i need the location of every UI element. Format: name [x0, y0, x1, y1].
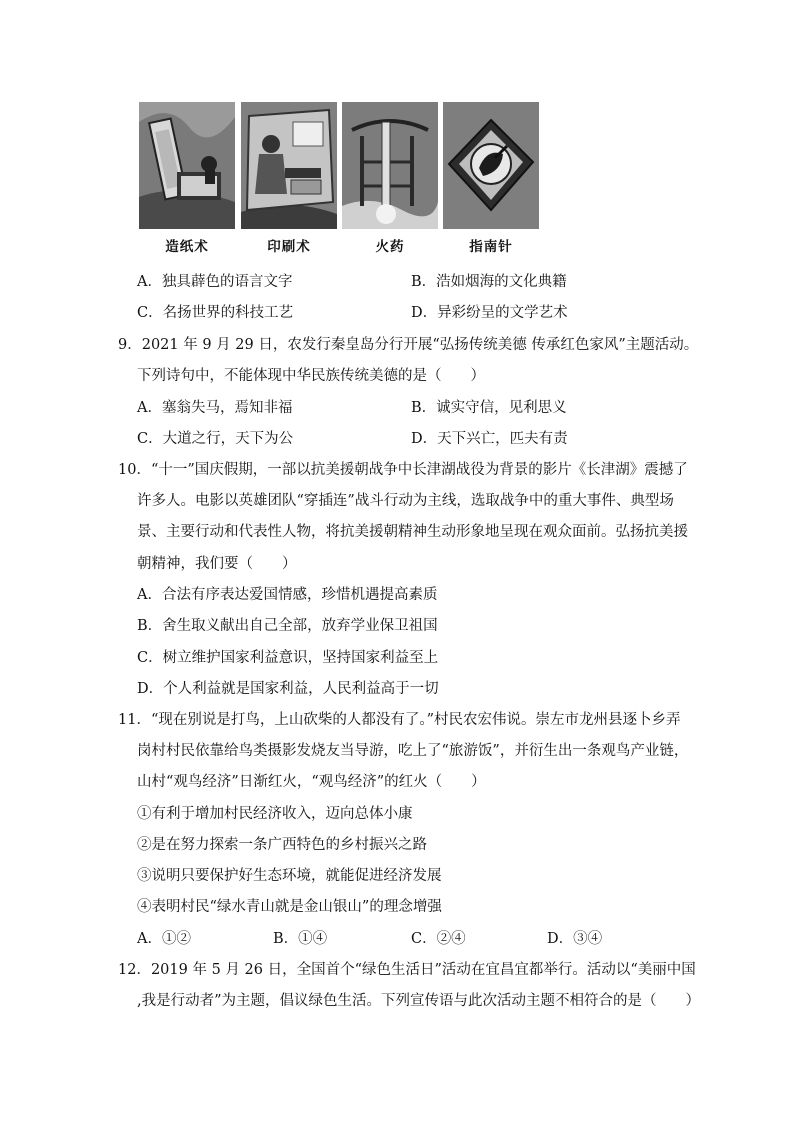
paper-scroll-icon [139, 102, 235, 229]
q10-option-c[interactable]: C．树立维护国家利益意识，坚持国家利益至上 [137, 650, 439, 666]
q9-option-b[interactable]: B．诚实守信，见利思义 [411, 400, 567, 416]
q11-option-d[interactable]: D．③④ [547, 931, 603, 947]
picture-compass [443, 102, 539, 255]
q8-option-d[interactable]: D．异彩纷呈的文学艺术 [411, 305, 568, 321]
q10-option-d[interactable]: D．个人利益就是国家利益，人民利益高于一切 [137, 681, 439, 697]
q12-stem-line-2: ,我是行动者”为主题，倡议绿色生活。下列宣传语与此次活动主题不相符合的是（ ） [137, 993, 701, 1009]
q10-stem-line-2: 许多人。电影以英雄团队“穿插连”战斗行动为主线，选取战争中的重大事件、典型场 [137, 493, 674, 509]
compass-icon [443, 102, 539, 229]
q11-stem-line-3: 山村“观鸟经济”日渐红火，“观鸟经济”的红火（ ） [137, 774, 486, 790]
q11-stem-line-2: 岗村村民依靠给鸟类摄影发烧友当导游，吃上了“旅游饭”，并衍生出一条观鸟产业链， [137, 743, 689, 759]
picture-papermaking [139, 102, 235, 255]
q11-statement-3: ③说明只要保护好生态环境，就能促进经济发展 [137, 868, 442, 884]
q11-statement-1: ①有利于增加村民经济收入，迈向总体小康 [137, 806, 413, 822]
q9-stem-line-2: 下列诗句中，不能体现中华民族传统美德的是（ ） [137, 368, 485, 384]
q9-stem-line-1: 9．2021 年 9 月 29 日，农发行秦皇岛分行开展“弘扬传统美德 传承红色家风”主题活动。 [118, 337, 699, 353]
q9-option-c[interactable]: C．大道之行，天下为公 [137, 431, 294, 447]
q11-statement-4: ④表明村民“绿水青山就是金山银山”的理念增强 [137, 899, 442, 915]
picture-caption: 造纸术 [165, 239, 209, 255]
printing-icon [241, 102, 337, 229]
picture-caption: 印刷术 [267, 239, 311, 255]
q8-option-c[interactable]: C．名扬世界的科技工艺 [137, 305, 294, 321]
q9-option-d[interactable]: D．天下兴亡，匹夫有责 [411, 431, 568, 447]
q10-stem-line-3: 景、主要行动和代表性人物，将抗美援朝精神生动形象地呈现在观众面前。弘扬抗美援 [137, 524, 688, 540]
q11-option-c[interactable]: C．②④ [411, 931, 466, 947]
q8-option-b[interactable]: B．浩如烟海的文化典籍 [411, 274, 567, 290]
q10-stem-line-1: 10．“十一”国庆假期，一部以抗美援朝战争中长津湖战役为背景的影片《长津湖》震撼了 [118, 462, 688, 478]
picture-gunpowder [342, 102, 438, 255]
q8-option-a[interactable]: A．独具薜色的语言文字 [137, 274, 293, 290]
q11-stem-line-1: 11．“现在别说是打鸟，上山砍柴的人都没有了。”村民农宏伟说。崇左市龙州县逐卜乡弄 [118, 712, 681, 728]
gunpowder-icon [342, 102, 438, 229]
q10-stem-line-4: 朝精神，我们要（ ） [137, 556, 297, 572]
picture-caption: 指南针 [469, 239, 513, 255]
q12-stem-line-1: 12．2019 年 5 月 26 日，全国首个“绿色生活日”活动在宜昌宜都举行。活动以“美丽中国 [118, 962, 696, 978]
q11-option-a[interactable]: A．①② [137, 931, 191, 947]
q11-statement-2: ②是在努力探索一条广西特色的乡村振兴之路 [137, 837, 427, 853]
picture-caption: 火药 [375, 239, 405, 255]
q10-option-b[interactable]: B．舍生取义献出自己全部，放弃学业保卫祖国 [137, 618, 438, 634]
q9-option-a[interactable]: A．塞翁失马，焉知非福 [137, 400, 293, 416]
picture-printing [241, 102, 337, 255]
q11-option-b[interactable]: B．①④ [273, 931, 328, 947]
q10-option-a[interactable]: A．合法有序表达爱国情感，珍惜机遇提高素质 [137, 587, 438, 603]
